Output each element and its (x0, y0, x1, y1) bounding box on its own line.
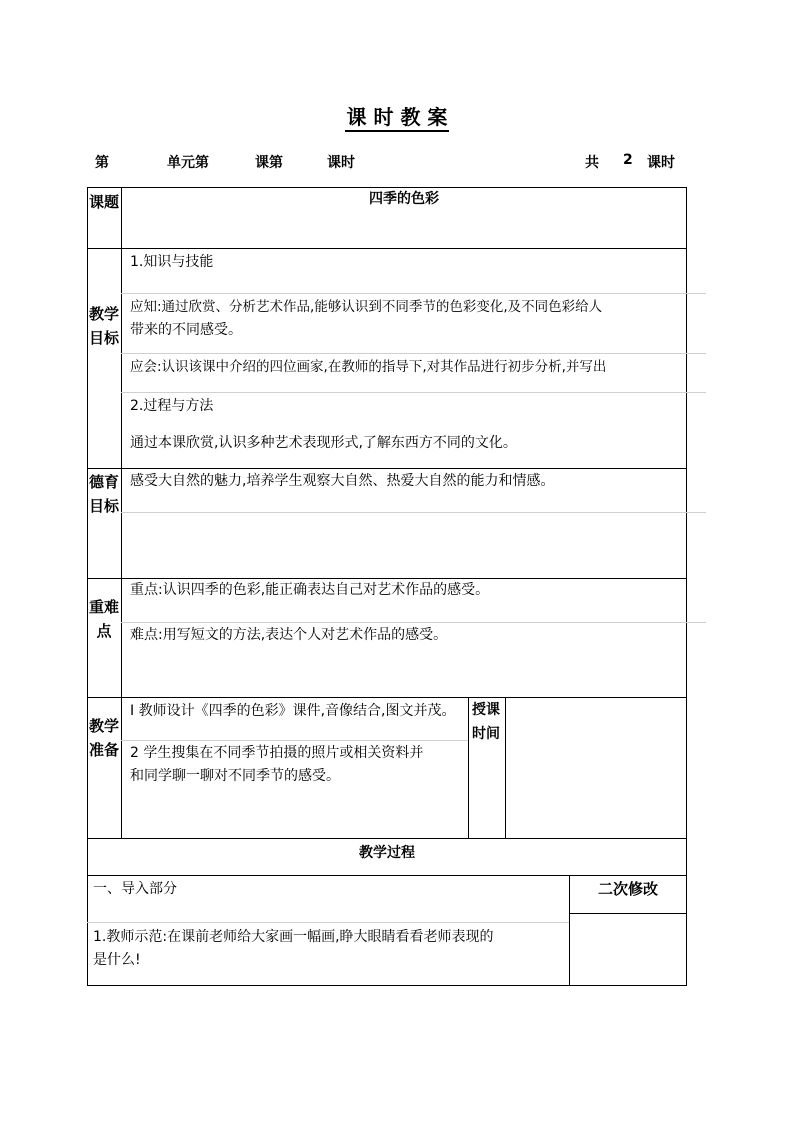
revise-label: 二次修改 (597, 880, 658, 898)
faint-line (121, 622, 706, 623)
prep-student: 2 学生搜集在不同季节拍摄的照片或相关资料并 (130, 745, 424, 761)
step1-line: 1.教师示范:在课前老师给大家画一幅画,睁大眼睛看看老师表现的 (93, 929, 494, 945)
revise-header-line (569, 913, 687, 914)
topic-value: 四季的色彩 (369, 191, 439, 207)
row-sep-topic (121, 248, 687, 249)
topic-label: 课题 (89, 193, 120, 211)
goals-label: 教学目标 (89, 305, 120, 347)
goal-process-heading: 2.过程与方法 (130, 398, 214, 414)
header-unit: 单元第 (167, 155, 209, 171)
row-sep-topic-label (87, 248, 122, 249)
time-label: 授课时间 (472, 702, 500, 742)
prep-divider-right (505, 697, 506, 838)
goal-know-line-cont: 带来的不同感受。 (130, 322, 242, 338)
header-total-suffix: 课时 (647, 155, 675, 171)
moral-label: 德育目标 (89, 473, 120, 515)
step1-line-cont: 是什么! (93, 952, 141, 968)
key-point: 重点:认识四季的色彩,能正确表达自己对艺术作品的感受。 (130, 582, 490, 598)
prep-teacher: I 教师设计《四季的色彩》课件,音像结合,图文并茂。 (130, 703, 456, 719)
row-sep-process (87, 875, 687, 876)
table-border-bottom (87, 985, 687, 986)
table-border-left (87, 187, 88, 986)
prep-label: 教学准备 (89, 717, 120, 759)
key-label: 重难点 (89, 598, 120, 640)
header-di: 第 (95, 155, 109, 171)
faint-line (121, 293, 706, 294)
difficult-point: 难点:用写短文的方法,表达个人对艺术作品的感受。 (130, 627, 448, 643)
row-sep-goals (87, 468, 687, 469)
faint-line (121, 740, 469, 741)
intro-label: 一、导入部分 (93, 881, 177, 897)
faint-line (121, 512, 706, 513)
header-period: 课时 (327, 155, 355, 171)
row-sep-prep (87, 838, 687, 839)
prep-student-cont: 和同学聊一聊对不同季节的感受。 (130, 768, 340, 784)
process-label: 教学过程 (359, 845, 415, 861)
table-border-right (686, 187, 687, 986)
header-total-prefix: 共 (585, 155, 599, 171)
goal-knowledge-heading: 1.知识与技能 (130, 254, 214, 270)
header-lesson: 课第 (255, 155, 283, 171)
goal-skill-line: 应会:认识该课中介绍的四位画家,在教师的指导下,对其作品进行初步分析,并写出 (130, 359, 607, 375)
page-title: 课 时 教 案 (0, 101, 794, 130)
faint-line (121, 392, 706, 393)
faint-line (121, 353, 706, 354)
header-total-count: 2 (623, 152, 633, 168)
goal-process-text: 通过本课欣赏,认识多种艺术表现形式,了解东西方不同的文化。 (130, 435, 517, 451)
goal-know-line: 应知:通过欣赏、分析艺术作品,能够认识到不同季节的色彩变化,及不同色彩给人 (130, 299, 603, 315)
faint-line (87, 922, 570, 923)
row-sep-key (87, 697, 687, 698)
prep-divider-left (468, 697, 469, 838)
moral-text: 感受大自然的魅力,培养学生观察大自然、热爱大自然的能力和情感。 (130, 473, 555, 489)
